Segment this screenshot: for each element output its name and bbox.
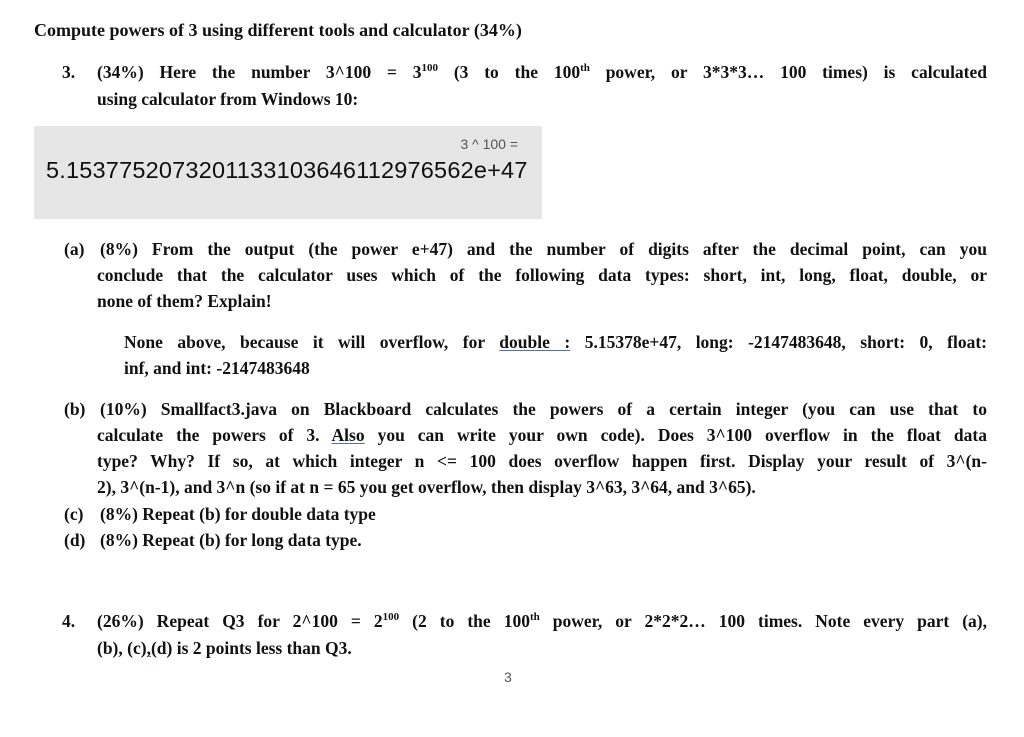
part-b-label: (b) — [64, 399, 86, 419]
q3-text-a: (34%) Here the number 3^100 = 3 — [97, 62, 422, 82]
part-c-text: (8%) Repeat (b) for double data type — [100, 504, 376, 524]
part-b-line-1: (10%) Smallfact3.java on Blackboard calculates the powers of a certain integer (you can use that to — [100, 399, 987, 419]
comma-link[interactable]: , — [146, 638, 151, 658]
q4-line-2 — [97, 638, 352, 659]
double-link[interactable]: double : — [499, 332, 571, 352]
q4-exponent: 100 — [382, 611, 400, 623]
part-b-text-a: calculate the powers of 3. — [97, 425, 332, 445]
q4-text-a: (26%) Repeat Q3 for 2^100 = 2 — [97, 611, 383, 631]
part-d-label: (d) — [64, 530, 86, 550]
q4-line2-text-b: (d) is 2 points less than Q3. — [150, 638, 352, 658]
part-a-answer-line-2: inf, and int: -2147483648 — [124, 358, 310, 378]
part-a-line-2: conclude that the calculator uses which of the following data types: short, int, long, float, double, or — [97, 265, 987, 285]
calculator-display — [34, 126, 542, 219]
q4-text-c: power, or 2*2*2… 100 times. Note every part (a), — [539, 611, 988, 631]
also-link[interactable]: Also — [331, 425, 365, 445]
page-number: 3 — [504, 669, 512, 685]
part-b-line-3: type? Why? If so, at which integer n <= 100 does overflow happen first. Display your result of 3^(n- — [97, 451, 987, 471]
q3-exponent: 100 — [421, 62, 438, 74]
q4-line-1 — [97, 611, 987, 632]
part-a-line-1: (8%) From the output (the power e+47) and the number of digits after the decimal point, can you — [100, 239, 987, 259]
q3-line-2: using calculator from Windows 10: — [97, 89, 359, 109]
q3-ordinal: th — [580, 62, 590, 74]
part-a-line-3: none of them? Explain! — [97, 291, 272, 311]
q3-line-1 — [97, 62, 987, 83]
q4-ordinal: th — [529, 611, 540, 623]
part-c-label: (c) — [64, 504, 84, 524]
part-b-line-2 — [97, 425, 987, 446]
answer-text-b: 5.15378e+47, long: -2147483648, short: 0, float: — [570, 332, 987, 352]
q3-text-b: (3 to the 100 — [437, 62, 581, 82]
part-b-text-b: you can write your own code). Does 3^100 overflow in the float data — [364, 425, 987, 445]
q4-text-b: (2 to the 100 — [399, 611, 530, 631]
q4-line2-text-a: (b), (c) — [97, 638, 147, 658]
calculator-result: 5.1537752073201133103646112976562e+47 — [46, 157, 528, 183]
part-a-label: (a) — [64, 239, 85, 259]
q3-text-c: power, or 3*3*3… 100 times) is calculated — [589, 62, 988, 82]
q4-number: 4. — [62, 611, 76, 631]
part-a-answer-line-1 — [124, 332, 987, 353]
q3-number: 3. — [62, 62, 76, 82]
calculator-expression: 3 ^ 100 = — [460, 136, 518, 152]
part-d-text: (8%) Repeat (b) for long data type. — [100, 530, 362, 550]
answer-text-a: None above, because it will overflow, for — [124, 332, 500, 352]
section-heading: Compute powers of 3 using different tools and calculator (34%) — [34, 20, 522, 40]
part-b-line-4: 2), 3^(n-1), and 3^n (so if at n = 65 you get overflow, then display 3^63, 3^64, and 3^65). — [97, 477, 756, 497]
